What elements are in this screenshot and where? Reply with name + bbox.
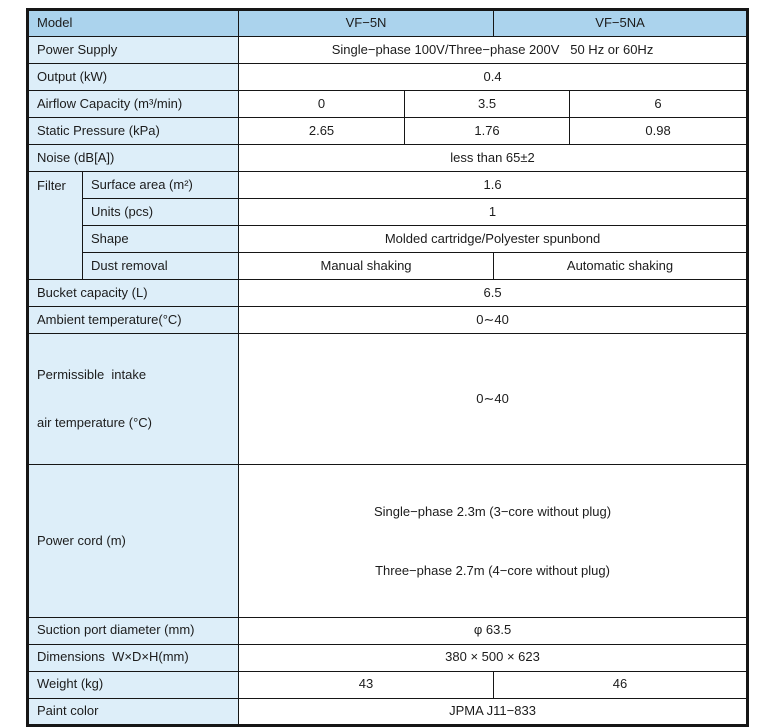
filter-units-value: 1 bbox=[239, 199, 748, 226]
row-airflow bbox=[28, 91, 748, 118]
static-pressure-value-3: 0.98 bbox=[570, 118, 748, 145]
row-permissible-intake bbox=[28, 334, 748, 465]
row-filter-shape bbox=[28, 226, 748, 253]
row-filter-dust-removal bbox=[28, 253, 748, 280]
power-supply-value: Single−phase 100V/Three−phase 200V 50 Hz or 60Hz bbox=[239, 37, 748, 64]
power-supply-label: Power Supply bbox=[28, 37, 239, 64]
permissible-intake-label-line1: Permissible intake bbox=[37, 366, 147, 382]
row-power-cord bbox=[28, 465, 748, 618]
row-filter-surface-area bbox=[28, 172, 748, 199]
filter-shape-value: Molded cartridge/Polyester spunbond bbox=[239, 226, 748, 253]
static-pressure-value-1: 2.65 bbox=[239, 118, 405, 145]
power-cord-value-line2: Three−phase 2.7m (4−core without plug) bbox=[375, 563, 610, 578]
bucket-capacity-value: 6.5 bbox=[239, 280, 748, 307]
airflow-value-1: 0 bbox=[239, 91, 405, 118]
dust-removal-value-2: Automatic shaking bbox=[494, 253, 748, 280]
filter-shape-label: Shape bbox=[83, 226, 239, 253]
suction-port-label: Suction port diameter (mm) bbox=[28, 617, 239, 644]
filter-surface-area-value: 1.6 bbox=[239, 172, 748, 199]
suction-port-value: φ 63.5 bbox=[239, 617, 748, 644]
dust-removal-value-1: Manual shaking bbox=[239, 253, 494, 280]
row-paint-color bbox=[28, 698, 748, 725]
airflow-label: Airflow Capacity (m³/min) bbox=[28, 91, 239, 118]
row-dimensions bbox=[28, 644, 748, 671]
row-noise bbox=[28, 145, 748, 172]
filter-units-label: Units (pcs) bbox=[83, 199, 239, 226]
spec-table bbox=[26, 8, 749, 727]
permissible-intake-label bbox=[28, 334, 239, 465]
permissible-intake-label-line2: air temperature (°C) bbox=[37, 415, 153, 431]
filter-group-label: Filter bbox=[28, 172, 83, 280]
static-pressure-value-2: 1.76 bbox=[405, 118, 570, 145]
paint-color-value: JPMA J11−833 bbox=[239, 698, 748, 725]
output-value: 0.4 bbox=[239, 64, 748, 91]
static-pressure-label: Static Pressure (kPa) bbox=[28, 118, 239, 145]
row-filter-units bbox=[28, 199, 748, 226]
noise-label: Noise (dB[A]) bbox=[28, 145, 239, 172]
power-cord-value bbox=[239, 465, 748, 618]
bucket-capacity-label: Bucket capacity (L) bbox=[28, 280, 239, 307]
row-suction-port bbox=[28, 617, 748, 644]
model-col-vf5n: VF−5N bbox=[239, 10, 494, 37]
row-power-supply bbox=[28, 37, 748, 64]
power-cord-label: Power cord (m) bbox=[28, 465, 239, 618]
power-cord-value-line1: Single−phase 2.3m (3−core without plug) bbox=[374, 503, 612, 519]
row-ambient-temperature bbox=[28, 307, 748, 334]
row-model bbox=[28, 10, 748, 37]
ambient-temperature-value: 0∼40 bbox=[239, 307, 748, 334]
dimensions-value: 380 × 500 × 623 bbox=[239, 644, 748, 671]
dimensions-label: Dimensions W×D×H(mm) bbox=[28, 644, 239, 671]
permissible-intake-value: 0∼40 bbox=[239, 334, 748, 465]
ambient-temperature-label: Ambient temperature(°C) bbox=[28, 307, 239, 334]
weight-value-1: 43 bbox=[239, 671, 494, 698]
airflow-value-2: 3.5 bbox=[405, 91, 570, 118]
weight-value-2: 46 bbox=[494, 671, 748, 698]
model-label: Model bbox=[28, 10, 239, 37]
row-output bbox=[28, 64, 748, 91]
filter-dust-removal-label: Dust removal bbox=[83, 253, 239, 280]
airflow-value-3: 6 bbox=[570, 91, 748, 118]
model-col-vf5na: VF−5NA bbox=[494, 10, 748, 37]
noise-value: less than 65±2 bbox=[239, 145, 748, 172]
filter-surface-area-label: Surface area (m²) bbox=[83, 172, 239, 199]
weight-label: Weight (kg) bbox=[28, 671, 239, 698]
row-weight bbox=[28, 671, 748, 698]
output-label: Output (kW) bbox=[28, 64, 239, 91]
row-bucket-capacity bbox=[28, 280, 748, 307]
row-static-pressure bbox=[28, 118, 748, 145]
paint-color-label: Paint color bbox=[28, 698, 239, 725]
